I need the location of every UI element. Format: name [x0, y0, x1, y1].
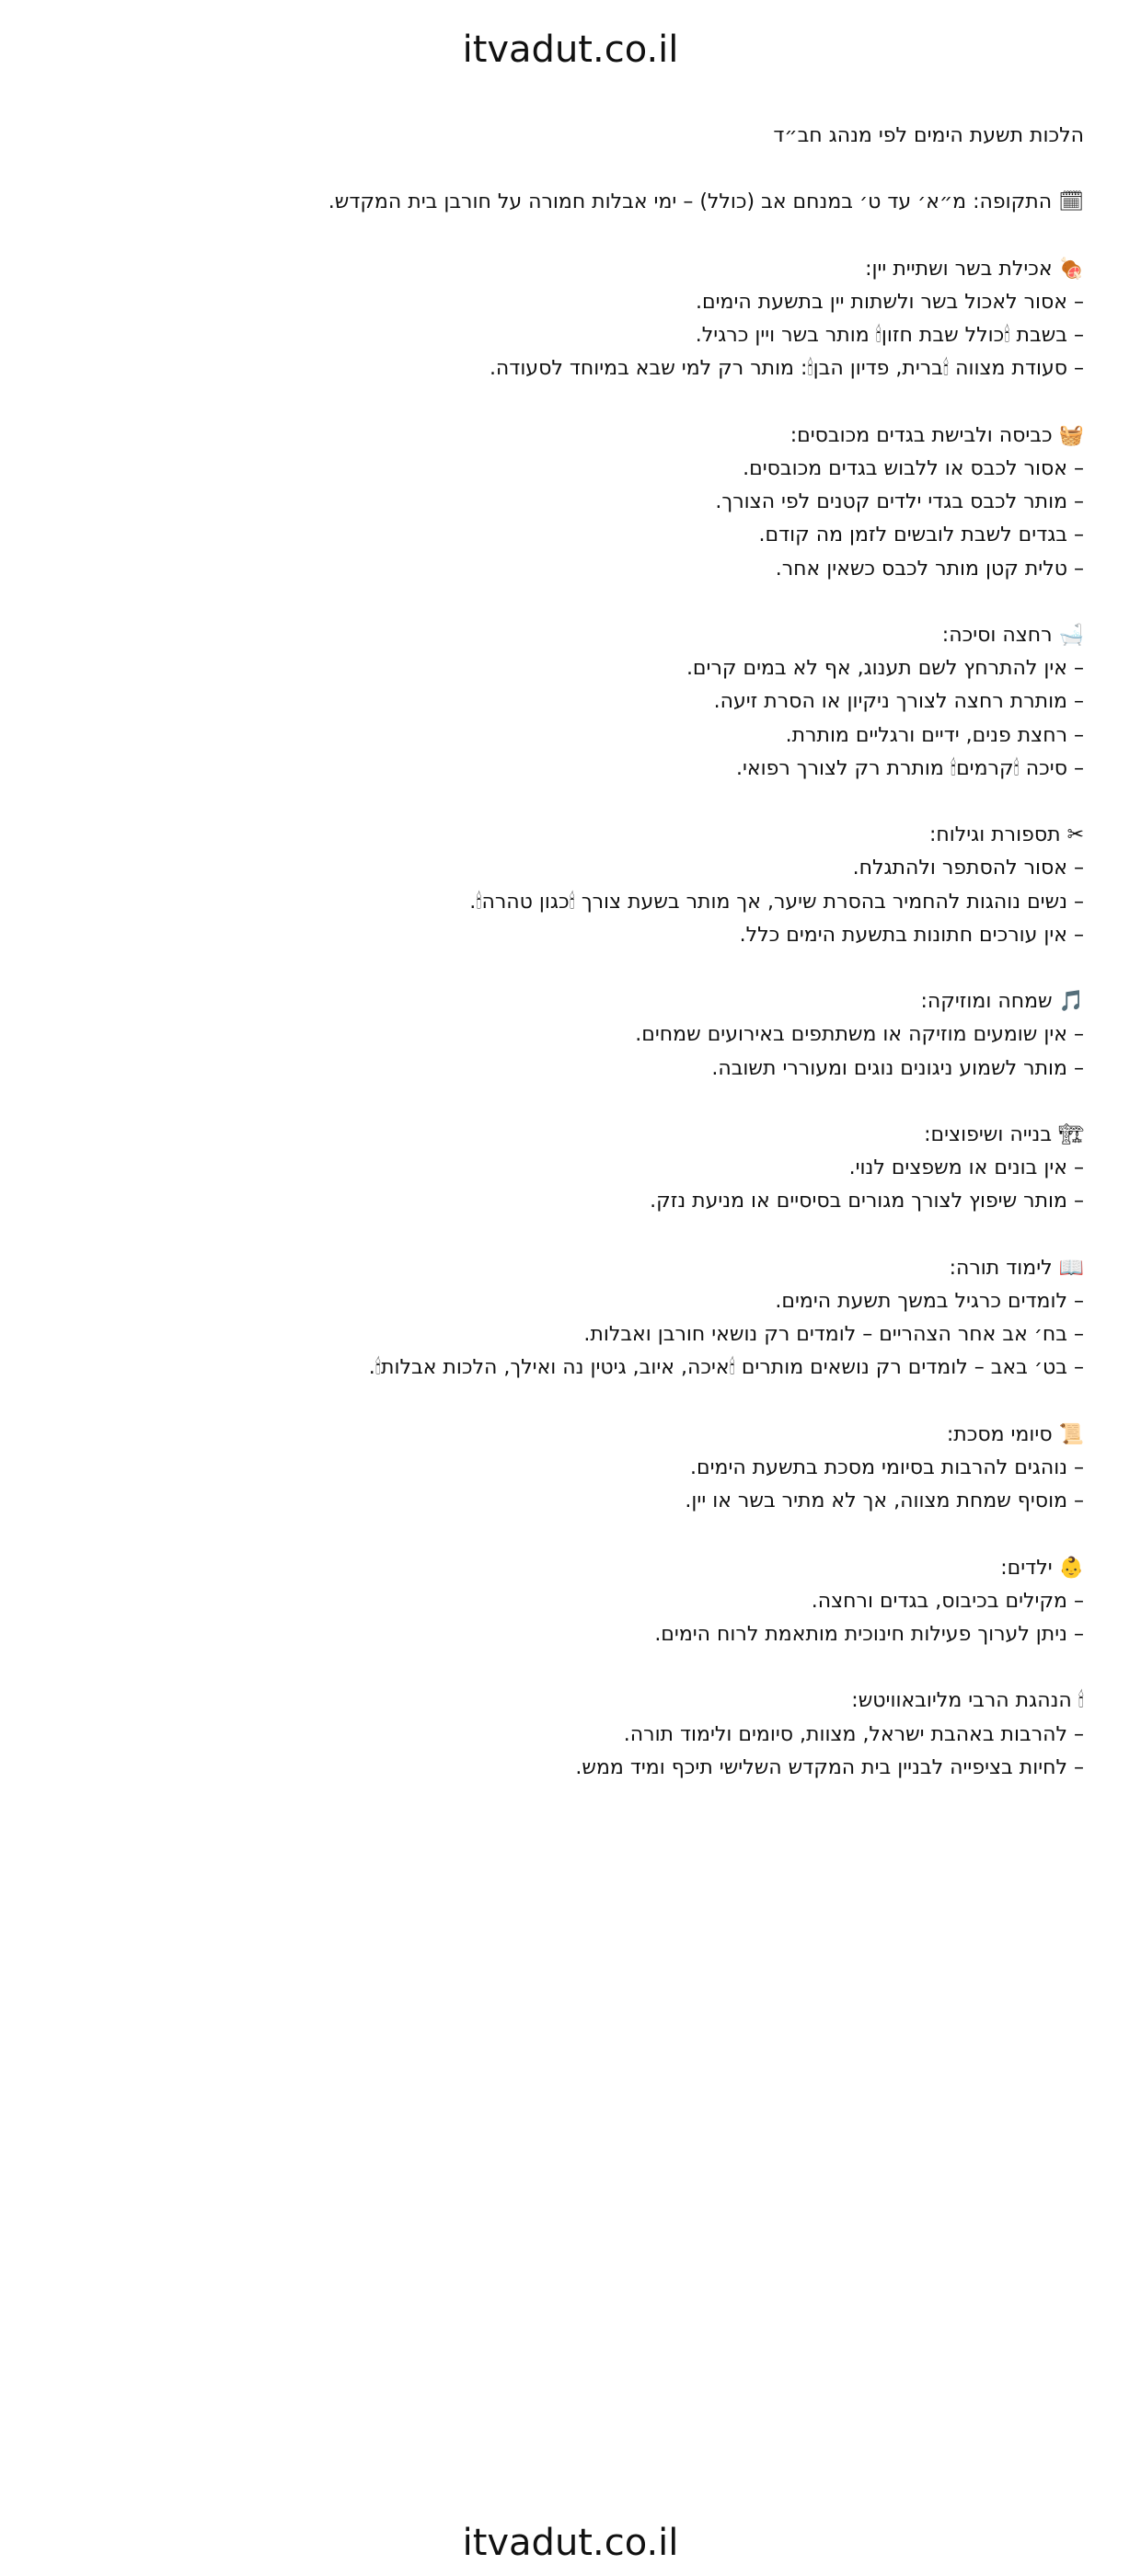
rule-item: – אסור להסתפר ולהתגלח. — [852, 857, 1084, 880]
rule-item: – רחצת פנים, ידיים ורגליים מותרת. — [785, 723, 1084, 747]
spacer — [145, 1086, 1084, 1119]
rule-section — [145, 819, 1084, 952]
rule-section — [145, 420, 1084, 586]
spacer — [145, 1219, 1084, 1252]
period-line: 🗓 התקופה: מ״א׳ עד ט׳ במנחם אב (כולל) – ימי אבלות חמורה על חורבן בית המקדש. — [328, 190, 1084, 214]
rule-section — [145, 1252, 1084, 1386]
rule-section — [145, 985, 1084, 1086]
section-heading: 🍖 אכילת בשר ושתיית יין: — [865, 257, 1084, 281]
rule-item: – אין להתרחץ לשם תענוג, אף לא במים קרים. — [686, 657, 1084, 681]
rule-item: – להרבות באהבת ישראל, מצוות, סיומים ולימוד תורה. — [623, 1722, 1084, 1746]
spacer — [145, 386, 1084, 420]
rule-item: – אסור לכבס או ללבוש בגדים מכובסים. — [743, 456, 1084, 480]
rule-item: – בגדים לשבת לובשים לזמן מה קודם. — [758, 523, 1084, 547]
section-heading: 🧺 כביסה ולבישת בגדים מכובסים: — [789, 423, 1084, 447]
spacer — [145, 153, 1084, 186]
rule-section — [145, 1419, 1084, 1519]
rule-item: – מוסיף שמחת מצווה, אך לא מתיר בשר או יין. — [685, 1489, 1084, 1513]
rule-section — [145, 253, 1084, 386]
spacer — [145, 1386, 1084, 1419]
document-body — [145, 120, 1084, 1785]
document-title: הלכות תשעת הימים לפי מנהג חב״ד — [773, 124, 1084, 147]
spacer — [145, 952, 1084, 985]
rule-item: – מותרת רחצה לצורך ניקיון או הסרת זיעה. — [713, 690, 1084, 714]
rule-item: – סעודת מצווה 🕯ברית, פדיון הבן🕯: מותר רק למי שבא במיוחד לסעודה. — [489, 357, 1084, 381]
section-heading: 🕯 הנהגת הרבי מליובאוויטש: — [851, 1689, 1084, 1713]
rule-item: – לחיות בציפייה לבניין בית המקדש השלישי תיכף ומיד ממש. — [575, 1755, 1084, 1779]
rule-item: – נשים נוהגות להחמיר בהסרת שיער, אך מותר בשעת צורך 🕯כגון טהרה🕯. — [469, 890, 1084, 914]
rule-item: – אסור לאכול בשר ולשתות יין בתשעת הימים. — [696, 290, 1084, 314]
rule-section — [145, 1552, 1084, 1652]
section-heading: 🛁 רחצה וסיכה: — [941, 623, 1084, 647]
section-heading: 📜 סיומי מסכת: — [946, 1422, 1084, 1446]
section-heading: 🎵 שמחה ומוזיקה: — [920, 990, 1084, 1014]
rule-section — [145, 619, 1084, 786]
section-heading: ✂ תספורת וגילוח: — [928, 823, 1084, 847]
spacer — [145, 1651, 1084, 1685]
sections — [145, 220, 1084, 1785]
section-heading: 📖 לימוד תורה: — [949, 1256, 1084, 1280]
spacer — [145, 586, 1084, 619]
section-heading: 🏗 בנייה ושיפוצים: — [924, 1122, 1084, 1146]
rule-section — [145, 1119, 1084, 1219]
spacer — [145, 220, 1084, 253]
rule-item: – נוהגים להרבות בסיומי מסכת בתשעת הימים. — [689, 1455, 1084, 1479]
rule-item: – מקילים בכיבוס, בגדים ורחצה. — [811, 1589, 1084, 1613]
rule-item: – אין בונים או משפצים לנוי. — [848, 1156, 1084, 1180]
spacer — [145, 1518, 1084, 1551]
site-footer: itvadut.co.il — [462, 2522, 679, 2564]
rule-item: – בח׳ אב אחר הצהריים – לומדים רק נושאי חורבן ואבלות. — [583, 1323, 1084, 1347]
rule-item: – לומדים כרגיל במשך תשעת הימים. — [775, 1289, 1084, 1313]
rule-item: – אין שומעים מוזיקה או משתתפים באירועים שמחים. — [635, 1023, 1084, 1047]
rule-item: – בט׳ באב – לומדים רק נושאים מותרים 🕯איכה, איוב, גיטין נה ואילך, הלכות אבלות🕯. — [368, 1356, 1084, 1380]
rule-item: – בשבת 🕯כולל שבת חזון🕯 מותר בשר ויין כרגיל. — [695, 324, 1084, 348]
rule-item: – טלית קטן מותר לכבס כשאין אחר. — [775, 557, 1084, 581]
spacer — [145, 786, 1084, 819]
rule-item: – מותר שיפוץ לצורך מגורים בסיסיים או מניעת נזק. — [650, 1190, 1084, 1213]
rule-item: – מותר לכבס בגדי ילדים קטנים לפי הצורך. — [715, 490, 1084, 514]
site-header: itvadut.co.il — [462, 29, 679, 71]
rule-item: – מותר לשמוע ניגונים נוגים ומעוררי תשובה. — [711, 1056, 1084, 1080]
rule-item: – ניתן לערוך פעילות חינוכית מותאמת לרוח הימים. — [654, 1622, 1084, 1646]
rule-item: – סיכה 🕯קרמים🕯 מותרת רק לצורך רפואי. — [736, 756, 1084, 780]
rule-item: – אין עורכים חתונות בתשעת הימים כלל. — [739, 923, 1084, 947]
section-heading: 👶 ילדים: — [1000, 1556, 1084, 1580]
rule-section — [145, 1685, 1084, 1785]
